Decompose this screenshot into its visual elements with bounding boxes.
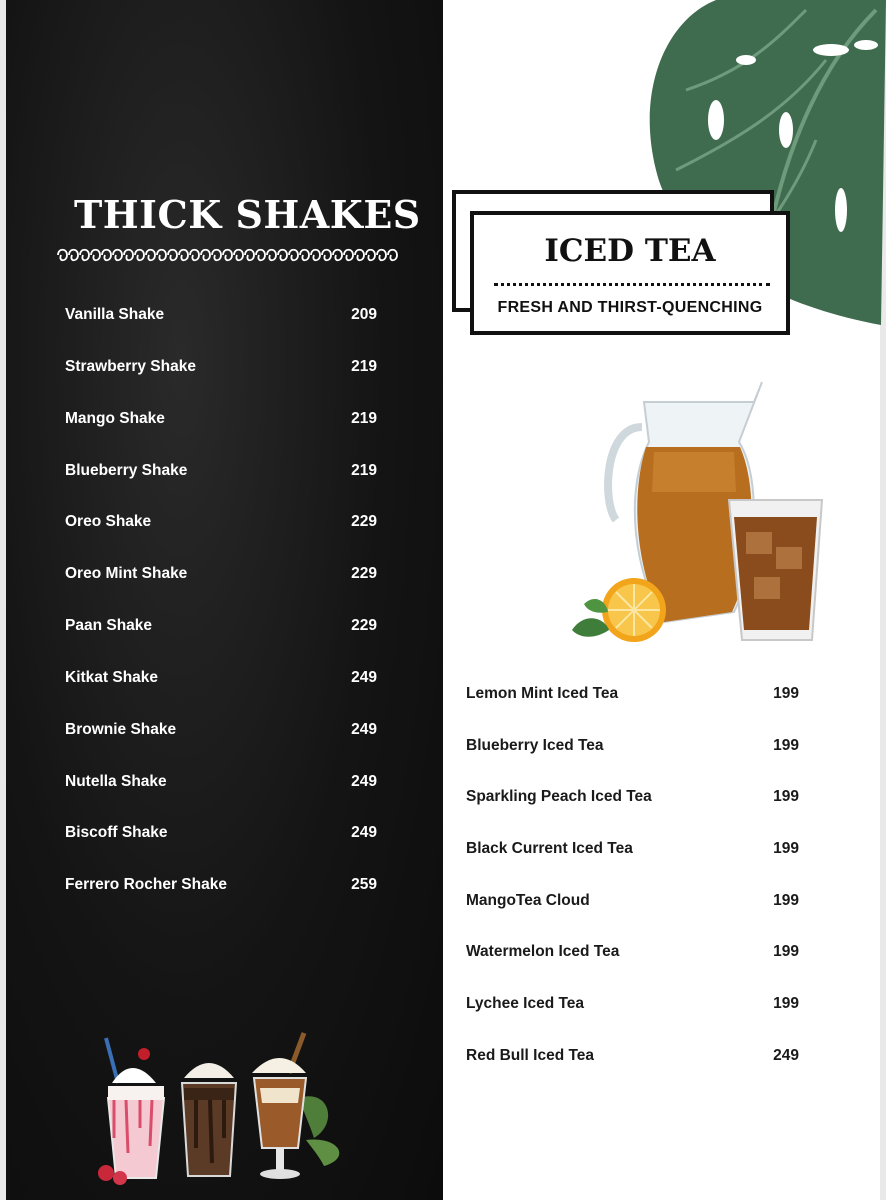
item-price: 199: [773, 892, 799, 909]
menu-item: [65, 669, 377, 687]
item-name: Red Bull Iced Tea: [466, 1047, 595, 1064]
item-price: 199: [773, 995, 799, 1012]
item-price: 229: [351, 513, 377, 530]
menu-item: [65, 565, 377, 583]
item-name: Blueberry Iced Tea: [466, 737, 604, 754]
item-price: 219: [351, 462, 377, 479]
item-price: 249: [351, 824, 377, 841]
thick-shakes-panel: [6, 0, 443, 1200]
item-price: 219: [351, 410, 377, 427]
item-price: 229: [351, 617, 377, 634]
dotted-divider: [494, 283, 770, 286]
item-price: 249: [773, 1047, 799, 1064]
menu-item: [65, 721, 377, 739]
item-price: 199: [773, 840, 799, 857]
milkshakes-illustration: [84, 1028, 364, 1188]
thick-shakes-title: THICK SHAKES: [74, 192, 421, 237]
menu-item: [65, 306, 377, 324]
menu-item: [65, 773, 377, 791]
menu-item: [466, 788, 799, 806]
item-price: 219: [351, 358, 377, 375]
iced-tea-subtitle: FRESH AND THIRST-QUENCHING: [497, 299, 763, 316]
item-name: Biscoff Shake: [65, 824, 168, 841]
item-name: Watermelon Iced Tea: [466, 943, 620, 960]
menu-item: [466, 995, 799, 1013]
menu-item: [65, 876, 377, 894]
menu-item: [466, 1047, 799, 1065]
menu-item: [466, 840, 799, 858]
item-name: Oreo Shake: [65, 513, 152, 530]
item-name: Lemon Mint Iced Tea: [466, 685, 619, 702]
item-name: Black Current Iced Tea: [466, 840, 633, 857]
menu-item: [65, 462, 377, 480]
menu-item: [65, 358, 377, 376]
item-name: Blueberry Shake: [65, 462, 188, 479]
item-name: Strawberry Shake: [65, 358, 196, 375]
iced-tea-title: ICED TEA: [544, 233, 716, 269]
menu-item: [466, 943, 799, 961]
item-name: Lychee Iced Tea: [466, 995, 585, 1012]
item-price: 249: [351, 669, 377, 686]
item-name: Ferrero Rocher Shake: [65, 876, 227, 893]
menu-item: [65, 513, 377, 531]
item-name: Nutella Shake: [65, 773, 167, 790]
menu-item: [65, 824, 377, 842]
item-price: 229: [351, 565, 377, 582]
iced-tea-sign: [470, 211, 790, 335]
menu-item: [466, 685, 799, 703]
menu-item: [65, 410, 377, 428]
menu-item: [466, 892, 799, 910]
item-price: 259: [351, 876, 377, 893]
item-price: 249: [351, 773, 377, 790]
menu-item: [65, 617, 377, 635]
item-price: 249: [351, 721, 377, 738]
item-name: Kitkat Shake: [65, 669, 159, 686]
item-price: 199: [773, 685, 799, 702]
item-price: 199: [773, 943, 799, 960]
item-price: 199: [773, 788, 799, 805]
item-name: Brownie Shake: [65, 721, 177, 738]
item-name: Paan Shake: [65, 617, 153, 634]
iced-tea-pitcher-illustration: [564, 372, 829, 650]
item-price: 209: [351, 306, 377, 323]
menu-item: [466, 737, 799, 755]
menu-page: [6, 0, 880, 1200]
item-name: Sparkling Peach Iced Tea: [466, 788, 652, 805]
swirl-divider: [50, 245, 400, 265]
item-price: 199: [773, 737, 799, 754]
item-name: MangoTea Cloud: [466, 892, 590, 909]
item-name: Oreo Mint Shake: [65, 565, 188, 582]
item-name: Mango Shake: [65, 410, 165, 427]
item-name: Vanilla Shake: [65, 306, 165, 323]
